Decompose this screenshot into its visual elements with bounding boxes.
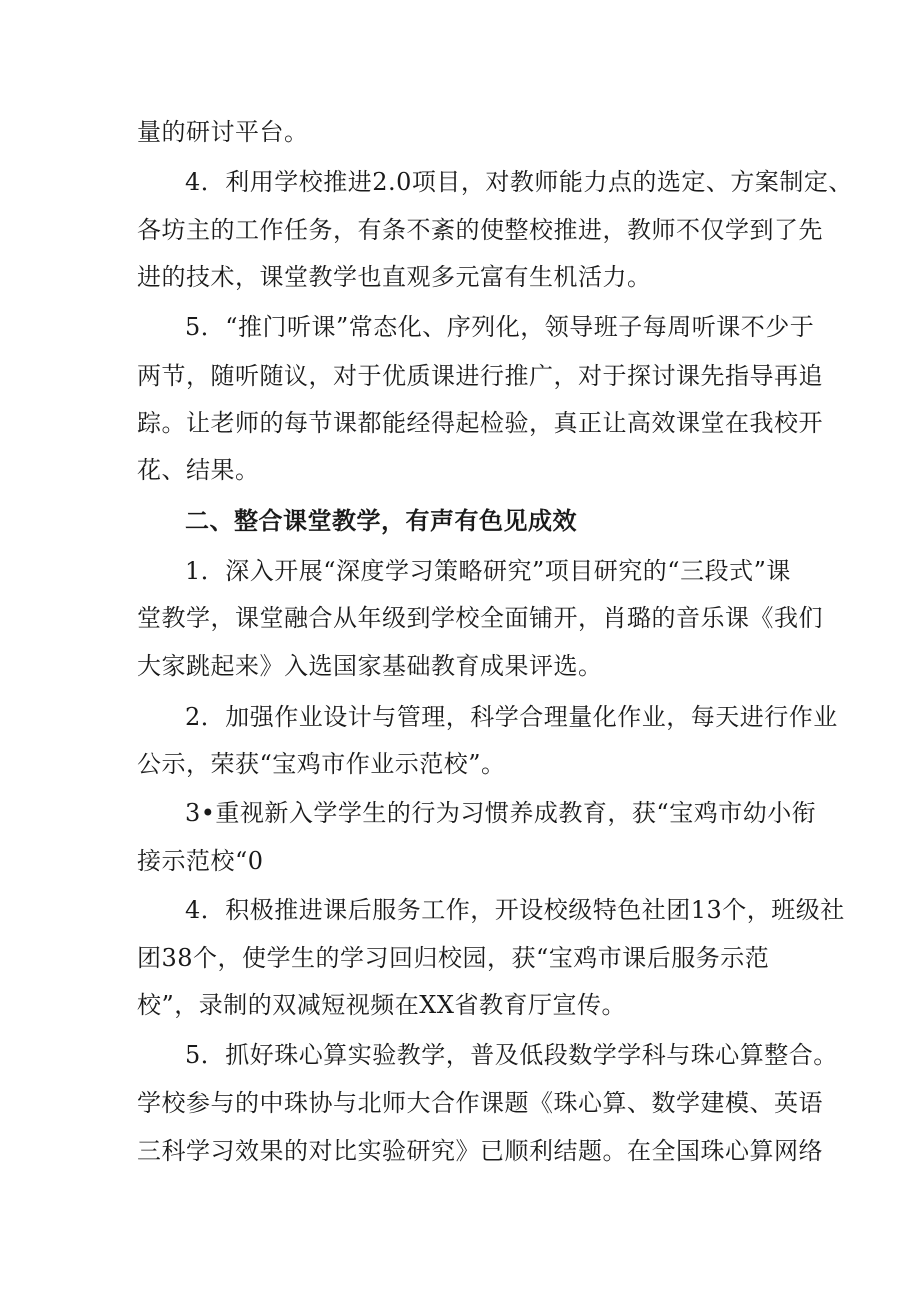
- text-line: 公示，荣获“宝鸡市作业示范校”。: [137, 750, 506, 778]
- text-line: 校”，录制的双减短视频在XX省教育厅宣传。: [137, 991, 626, 1019]
- section-heading: 二、整合课堂教学，有声有色见成效: [185, 507, 577, 535]
- text-line: 量的研讨平台。: [137, 118, 309, 146]
- text-line: 各坊主的工作任务，有条不紊的使整校推进，教师不仅学到了先: [137, 216, 823, 244]
- text-line: 三科学习效果的对比实验研究》已顺利结题。在全国珠心算网络: [137, 1137, 823, 1165]
- text-line: 2．加强作业设计与管理，科学合理量化作业，每天进行作业: [185, 703, 838, 731]
- text-line: 学校参与的中珠协与北师大合作课题《珠心算、数学建模、英语: [137, 1089, 823, 1117]
- text-line: 团38个，使学生的学习回归校园，获“宝鸡市课后服务示范: [137, 944, 770, 972]
- text-line: 大家跳起来》入选国家基础教育成果评选。: [137, 652, 603, 680]
- text-line: 4．积极推进课后服务工作，开设校级特色社团13个，班级社: [185, 896, 845, 924]
- text-line: 接示范校“0: [137, 847, 264, 875]
- text-line: 5．抓好珠心算实验教学，普及低段数学学科与珠心算整合。: [185, 1041, 838, 1069]
- text-line: 5．“推门听课”常态化、序列化，领导班子每周听课不少于: [185, 313, 815, 341]
- text-line: 堂教学，课堂融合从年级到学校全面铺开，肖璐的音乐课《我们: [137, 604, 823, 632]
- text-line: 花、结果。: [137, 456, 260, 484]
- text-line: 3•重视新入学学生的行为习惯养成教育，获“宝鸡市幼小衔: [185, 799, 817, 827]
- text-line: 1．深入开展“深度学习策略研究”项目研究的“三段式”课: [185, 557, 791, 585]
- text-line: 踪。让老师的每节课都能经得起检验，真正让高效课堂在我校开: [137, 409, 823, 437]
- text-line: 进的技术，课堂教学也直观多元富有生机活力。: [137, 263, 652, 291]
- text-line: 4．利用学校推进2.0项目，对教师能力点的选定、方案制定、: [185, 168, 853, 196]
- text-line: 两节，随听随议，对于优质课进行推广，对于探讨课先指导再追: [137, 362, 823, 390]
